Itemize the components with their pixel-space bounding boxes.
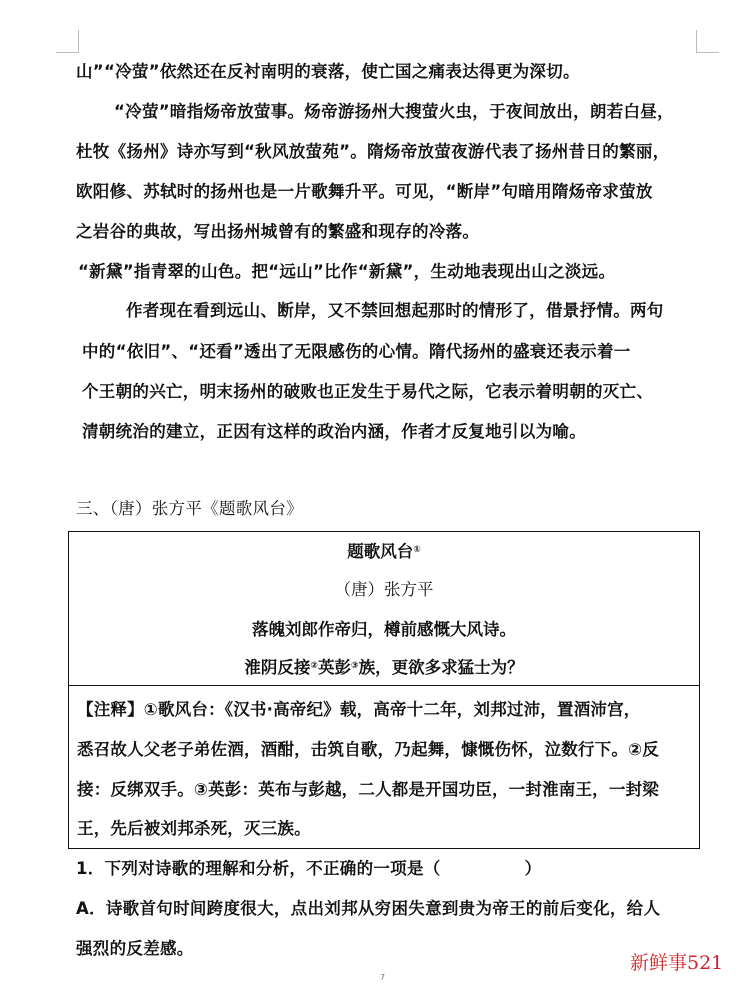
page-number: 7 (380, 973, 386, 982)
poem-author: （唐）张方平 (334, 580, 434, 599)
page-corner-mark-left (56, 30, 79, 53)
paragraph-line: 中的“依旧”、“还看”透出了无限感伤的心情。隋代扬州的盛衰还表示着一 (82, 342, 631, 361)
footnote-marker: ② (310, 661, 318, 671)
watermark: 新鲜事521 (630, 952, 724, 974)
annotation-line: 悉召故人父老子弟佐酒，酒酣，击筑自歌，乃起舞，慷慨伤怀，泣数行下。②反 (77, 740, 659, 759)
annotation-line: 接：反绑双手。③英彭：英布与彭越，二人都是开国功臣，一封淮南王，一封梁 (77, 780, 659, 799)
paragraph-line: “冷萤”暗指炀帝放萤事。炀帝游扬州大搜萤火虫，于夜间放出，朗若白昼， (114, 102, 674, 121)
paragraph-line: 之岩谷的典故，写出扬州城曾有的繁盛和现存的冷落。 (76, 222, 480, 241)
paragraph-line: 个王朝的兴亡，明末扬州的破败也正发生于易代之际，它表示着明朝的灭亡、 (82, 382, 654, 401)
paragraph-line: 山”“冷萤”依然还在反衬南明的衰落，使亡国之痛表达得更为深切。 (76, 62, 580, 81)
paragraph-line: “新黛”指青翠的山色。把“远山”比作“新黛”，生动地表现出山之淡远。 (78, 262, 616, 281)
paragraph-line: 作者现在看到远山、断岸，又不禁回想起那时的情形了，借景抒情。两句 (126, 301, 664, 320)
poem-line-2: 淮阴反接②英彭③族，更欲多求猛士为？ (244, 658, 524, 677)
paragraph-line: 杜牧《扬州》诗亦写到“秋风放萤苑”。隋炀帝放萤夜游代表了扬州昔日的繁丽， (76, 142, 670, 161)
footnote-marker: ③ (351, 661, 359, 671)
annotation-line: 王，先后被刘邦杀死，灭三族。 (77, 819, 311, 838)
footnote-marker: ① (413, 545, 421, 555)
poem-line-1: 落魄刘郎作帝归，樽前感慨大风诗。 (252, 620, 516, 639)
option-a-line: 强烈的反差感。 (76, 939, 194, 958)
poem-box (68, 531, 700, 686)
question-text: 1．下列对诗歌的理解和分析，不正确的一项是（ ） (76, 859, 542, 878)
poem-title: 题歌风台① (347, 542, 421, 561)
paragraph-line: 欧阳修、苏轼时的扬州也是一片歌舞升平。可见，“断岸”句暗用隋炀帝求萤放 (76, 182, 653, 201)
annotation-line: 【注释】①歌风台：《汉书·高帝纪》载，高帝十二年，刘邦过沛，置酒沛宫， (77, 700, 641, 719)
paragraph-line: 清朝统治的建立，正因有这样的政治内涵，作者才反复地引以为喻。 (82, 422, 586, 441)
section-heading: 三、（唐）张方平《题歌风台》 (76, 499, 303, 518)
option-a-line: A．诗歌首句时间跨度很大，点出刘邦从穷困失意到贵为帝王的前后变化，给人 (76, 899, 661, 918)
page-corner-mark-right (696, 30, 719, 53)
annotation-box (68, 686, 700, 849)
